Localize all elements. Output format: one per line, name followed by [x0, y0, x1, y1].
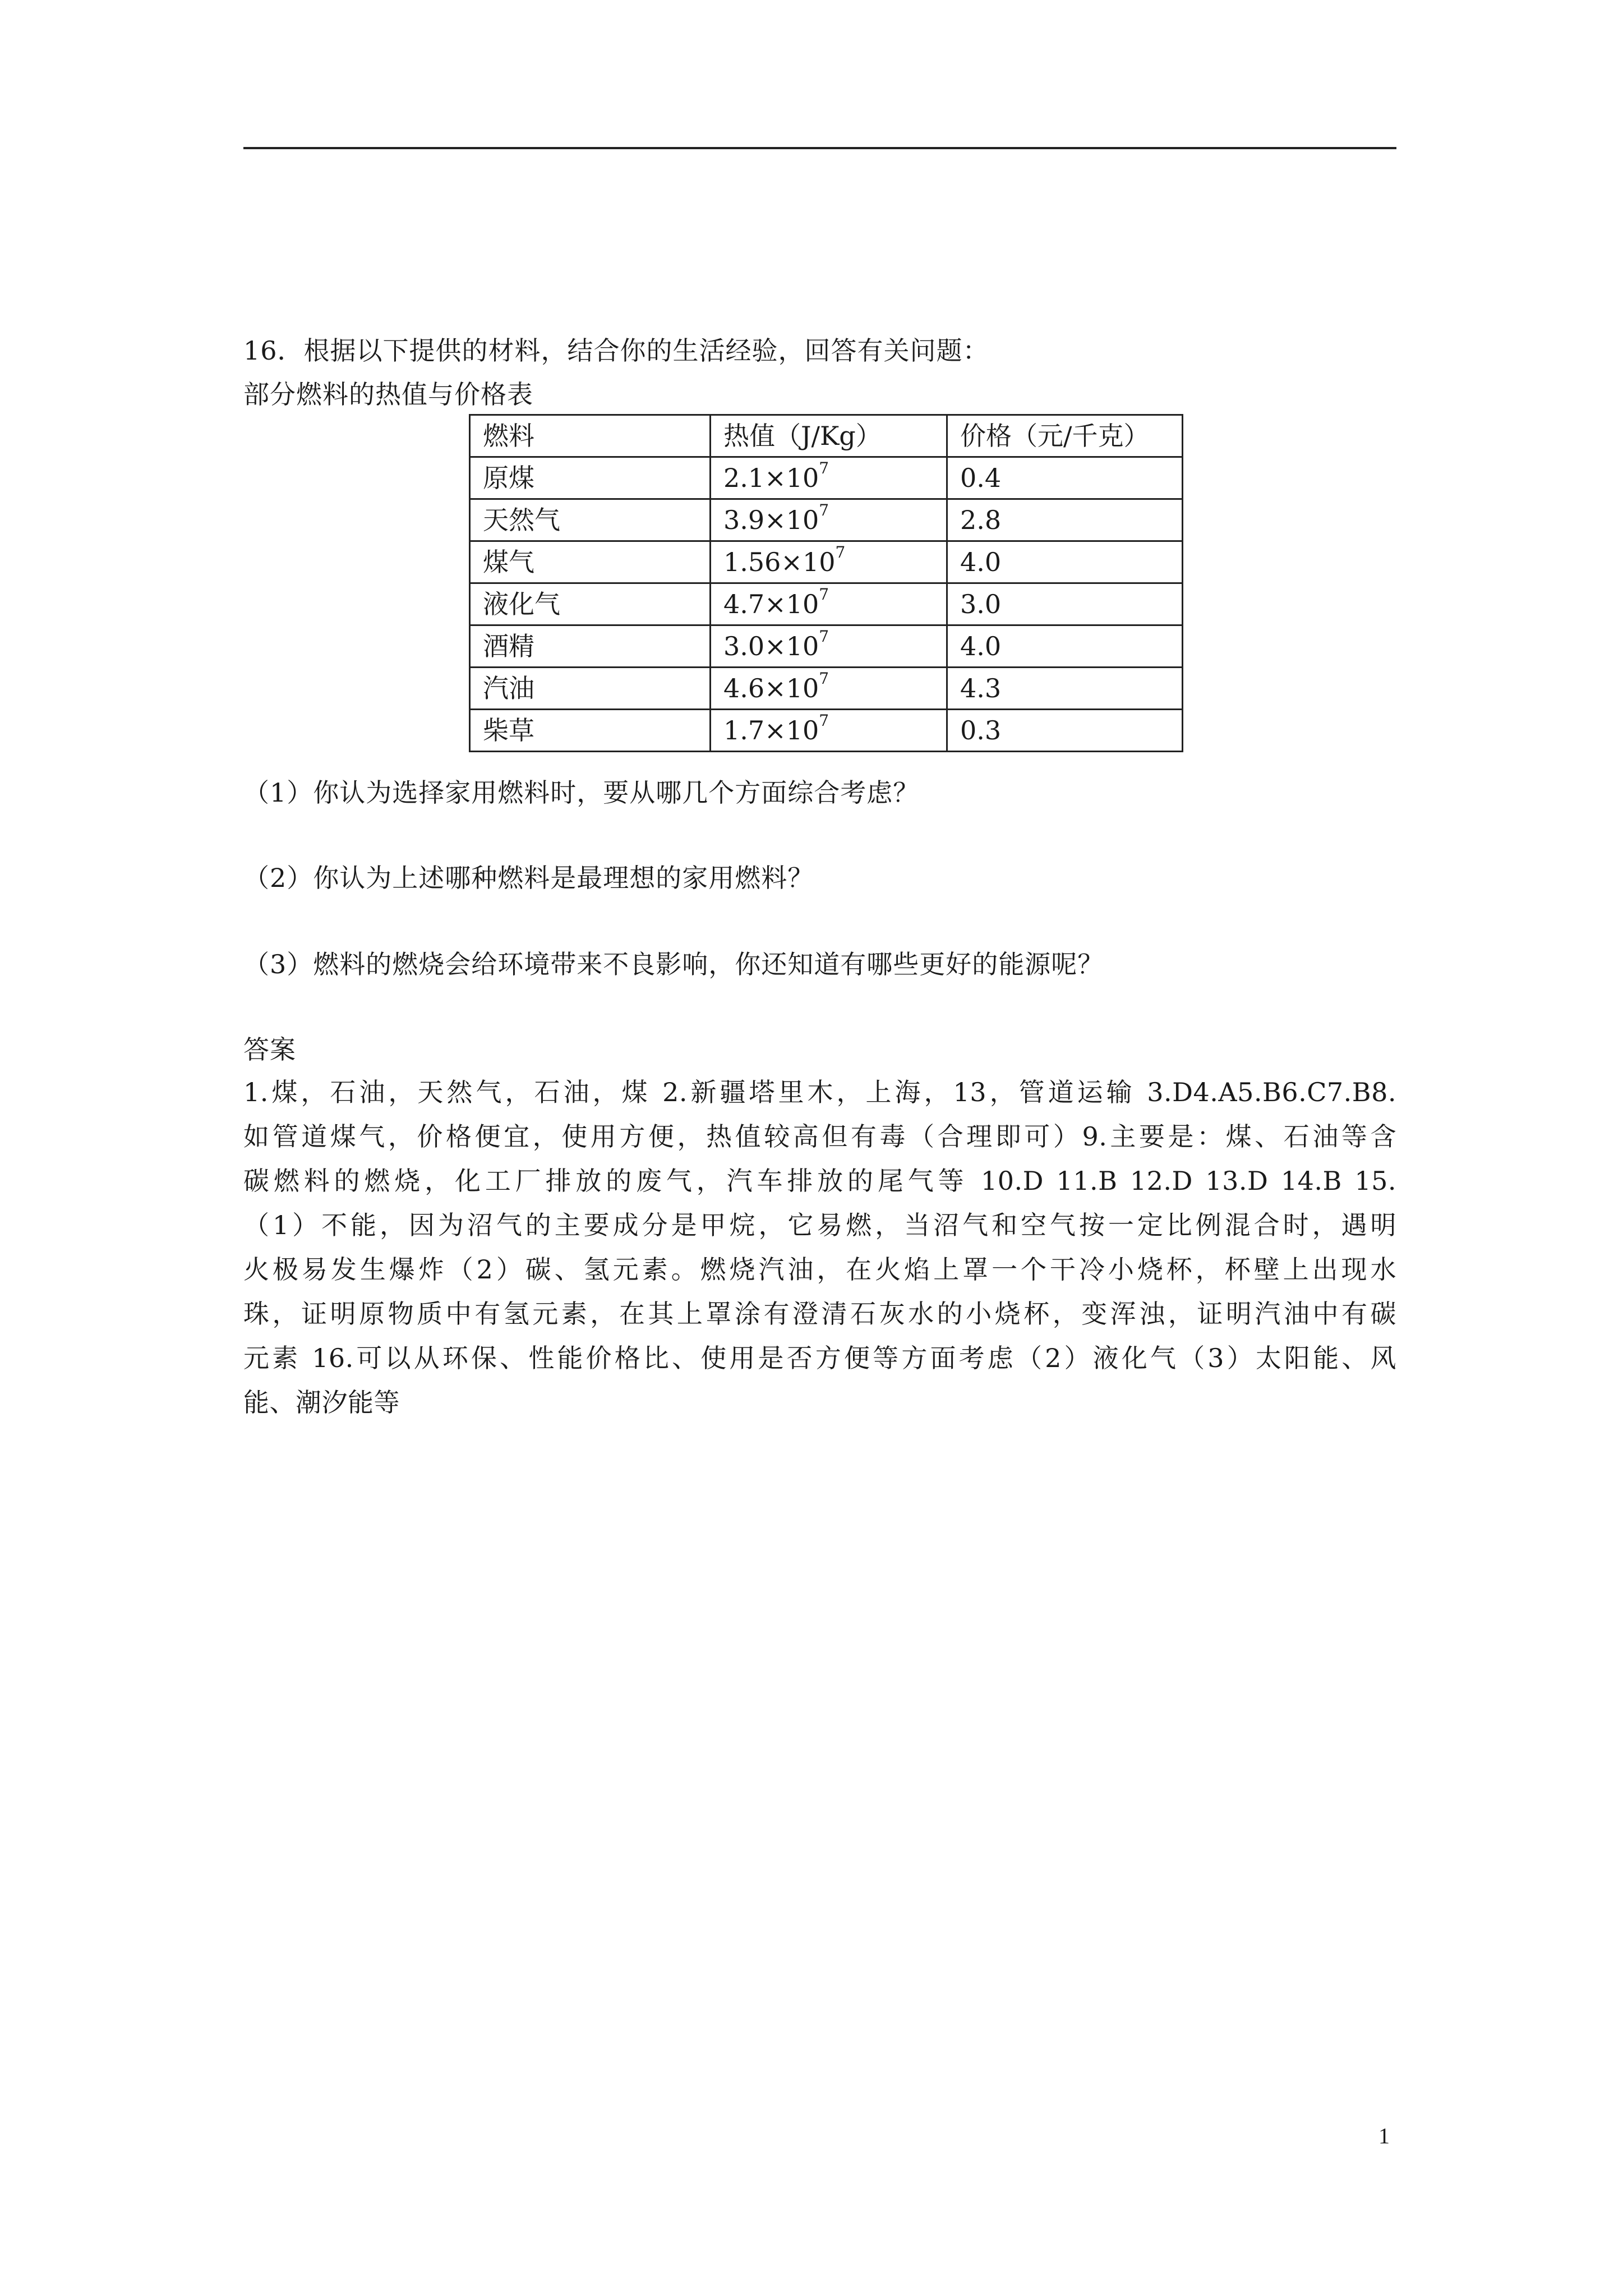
fuel-name-cell: 液化气: [470, 583, 711, 625]
heat-value-exponent: 7: [819, 459, 829, 478]
table-caption: 部分燃料的热值与价格表: [243, 379, 533, 409]
fuel-name-cell: 原煤: [470, 457, 711, 499]
fuel-name-cell: 天然气: [470, 499, 711, 541]
heat-value-cell: [711, 499, 947, 541]
heat-value-base: 1.56×10: [723, 547, 836, 577]
heat-value-cell: [711, 583, 947, 625]
heat-value-base: 1.7×10: [723, 715, 819, 746]
price-cell: 2.8: [947, 499, 1183, 541]
heat-value-exponent: 7: [819, 627, 829, 646]
heat-value-exponent: 7: [819, 501, 829, 520]
question-intro: 16．根据以下提供的材料，结合你的生活经验，回答有关问题：: [243, 335, 989, 366]
table-header-cell: 价格（元/千克）: [947, 415, 1183, 457]
answer-line: 能、潮汐能等: [243, 1387, 400, 1418]
table-row: [470, 710, 1183, 752]
table-header-cell: 热值（J/Kg）: [711, 415, 947, 457]
heat-value-cell: [711, 457, 947, 499]
fuel-table: [469, 414, 1183, 752]
price-cell: 3.0: [947, 583, 1183, 625]
heat-value-exponent: 7: [819, 711, 829, 730]
heat-value-cell: [711, 625, 947, 668]
answer-line: （1）不能，因为沼气的主要成分是甲烷，它易燃，当沼气和空气按一定比例混合时，遇明: [243, 1210, 1396, 1240]
heat-value-exponent: 7: [835, 543, 846, 562]
heat-value-base: 4.6×10: [723, 673, 819, 703]
price-cell: 0.4: [947, 457, 1183, 499]
table-row: [470, 457, 1183, 499]
table-row: [470, 625, 1183, 668]
sub-question-3: （3）燃料的燃烧会给环境带来不良影响，你还知道有哪些更好的能源呢？: [243, 949, 1104, 979]
table-row: [470, 583, 1183, 625]
price-cell: 4.0: [947, 625, 1183, 668]
sub-question-2: （2）你认为上述哪种燃料是最理想的家用燃料？: [243, 863, 814, 893]
answer-line: 如管道煤气，价格便宜，使用方便，热值较高但有毒（合理即可）9.主要是：煤、石油等含: [243, 1121, 1396, 1152]
fuel-name-cell: 酒精: [470, 625, 711, 668]
answers-body: [243, 1070, 1396, 1425]
table-row: [470, 541, 1183, 583]
heat-value-base: 4.7×10: [723, 589, 819, 619]
page-number: 1: [1378, 2123, 1390, 2148]
answers-heading: 答案: [243, 1034, 296, 1065]
header-rule: [243, 147, 1396, 149]
heat-value-cell: [711, 541, 947, 583]
heat-value-exponent: 7: [819, 585, 829, 604]
table-header-cell: 燃料: [470, 415, 711, 457]
answer-line: 1.煤，石油，天然气，石油，煤 2.新疆塔里木，上海，13，管道运输 3.D4.A5.B6.C7.B8.: [243, 1077, 1396, 1107]
price-cell: 4.0: [947, 541, 1183, 583]
heat-value-base: 3.9×10: [723, 505, 819, 535]
answer-line: 碳燃料的燃烧，化工厂排放的废气，汽车排放的尾气等 10.D 11.B 12.D 13.D 14.B 15.: [243, 1166, 1396, 1196]
fuel-name-cell: 煤气: [470, 541, 711, 583]
answer-line: 火极易发生爆炸（2）碳、氢元素。燃烧汽油，在火焰上罩一个干冷小烧杯，杯壁上出现水: [243, 1254, 1396, 1285]
fuel-name-cell: 汽油: [470, 668, 711, 710]
answer-line: 珠，证明原物质中有氢元素，在其上罩涂有澄清石灰水的小烧杯，变浑浊，证明汽油中有碳: [243, 1299, 1396, 1329]
heat-value-cell: [711, 710, 947, 752]
heat-value-exponent: 7: [819, 669, 829, 688]
table-row: [470, 668, 1183, 710]
table-row: [470, 499, 1183, 541]
table-header-row: [470, 415, 1183, 457]
heat-value-base: 3.0×10: [723, 631, 819, 661]
answer-line: 元素 16.可以从环保、性能价格比、使用是否方便等方面考虑（2）液化气（3）太阳能、风: [243, 1343, 1396, 1373]
fuel-name-cell: 柴草: [470, 710, 711, 752]
price-cell: 4.3: [947, 668, 1183, 710]
heat-value-cell: [711, 668, 947, 710]
price-cell: 0.3: [947, 710, 1183, 752]
sub-question-1: （1）你认为选择家用燃料时，要从哪几个方面综合考虑？: [243, 777, 920, 808]
heat-value-base: 2.1×10: [723, 463, 819, 493]
